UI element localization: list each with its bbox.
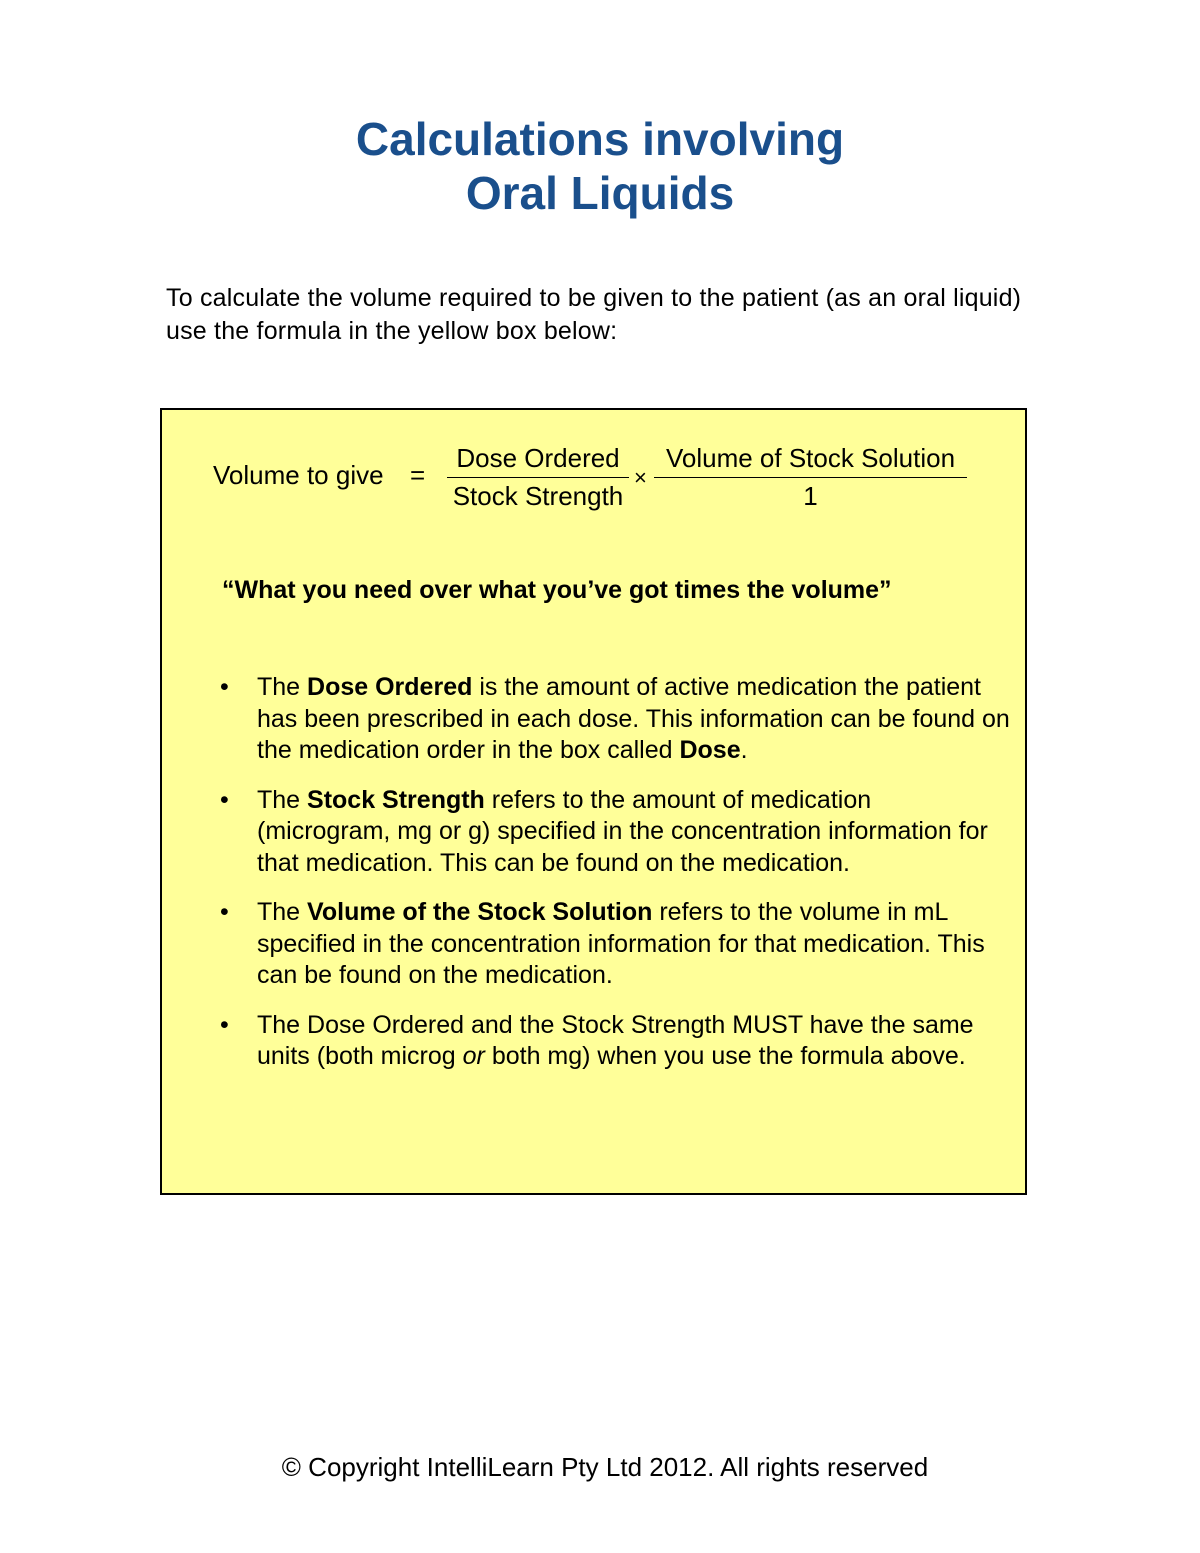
- bullet-icon: •: [220, 673, 229, 701]
- term-dose: Dose: [679, 736, 741, 764]
- text: The: [257, 898, 308, 926]
- formula-lhs: Volume to give: [213, 460, 384, 490]
- fraction-dose-over-strength: [447, 443, 629, 512]
- list-item: [220, 785, 1010, 880]
- list-item: [220, 897, 1010, 992]
- term-volume-stock-solution: Volume of the Stock Solution: [307, 898, 653, 926]
- bullet-icon: •: [220, 785, 229, 814]
- definitions-list: [220, 672, 1010, 1091]
- page-title: [0, 112, 1200, 220]
- bullet-icon: •: [220, 898, 229, 926]
- bullet-icon: •: [220, 1010, 229, 1039]
- term-stock-strength: Stock Strength: [307, 785, 485, 814]
- text: is the amount of active medication the patient has been prescribed in each dose. This information can be found on the medication order in the box called: [257, 673, 1010, 764]
- fraction-volume-over-one: [654, 443, 967, 512]
- copyright-footer: © Copyright IntelliLearn Pty Ltd 2012. All rights reserved: [281, 1452, 929, 1482]
- formula-equals: =: [410, 460, 426, 490]
- list-item: [220, 672, 1010, 767]
- text: refers to the amount of medication (microgram, mg or g) specified in the concentration information for that medication. This can be found on the medication.: [257, 785, 988, 877]
- text: both mg) when you use the formula above.: [484, 1042, 966, 1070]
- term-dose-ordered: Dose Ordered: [307, 673, 473, 701]
- text: The Dose Ordered and the Stock Strength MUST have the same units (both microg: [257, 1010, 974, 1070]
- formula: [162, 410, 1025, 530]
- fraction-denominator: Stock Strength: [452, 481, 624, 511]
- list-item: [220, 1010, 1010, 1073]
- fraction-denominator: 1: [803, 481, 818, 511]
- times-symbol: ×: [634, 465, 647, 490]
- text: .: [740, 736, 748, 764]
- fraction-numerator: Dose Ordered: [447, 443, 629, 478]
- title-line-2: Oral Liquids: [465, 167, 735, 219]
- text: The: [257, 673, 308, 701]
- mnemonic-quote: “What you need over what you’ve got times the volume”: [222, 576, 892, 604]
- fraction-numerator: Volume of Stock Solution: [654, 443, 967, 478]
- intro-paragraph: To calculate the volume required to be given to the patient (as an oral liquid) use the formula in the yellow box below:: [166, 284, 1022, 345]
- formula-box: [160, 408, 1027, 1195]
- text: refers to the volume in mL specified in the concentration information for that medication. This can be found on the medication.: [257, 898, 985, 989]
- title-line-1: Calculations involving: [355, 113, 845, 165]
- text: The: [257, 785, 308, 814]
- emphasis-or: or: [462, 1042, 485, 1070]
